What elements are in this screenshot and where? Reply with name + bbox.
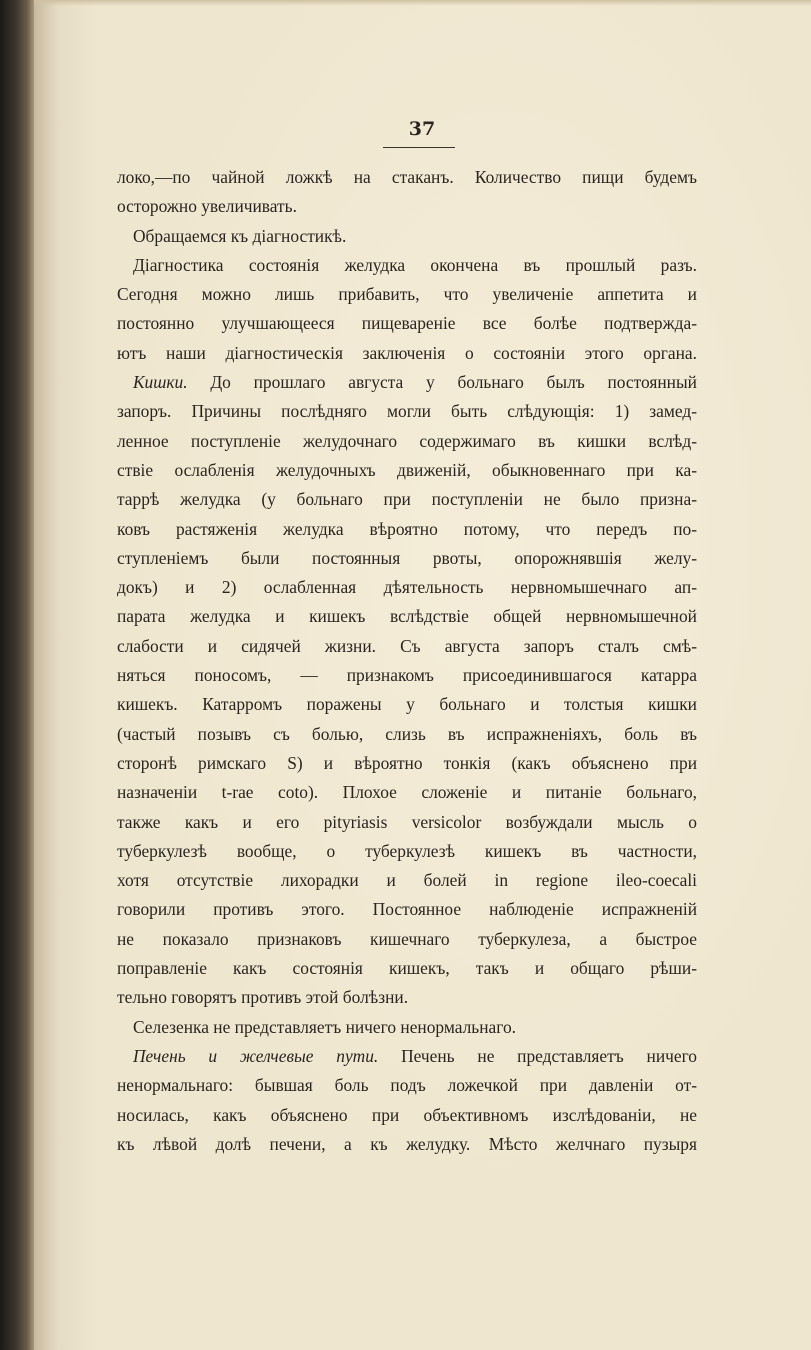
text-line: ступленіемъ были постоянныя рвоты, опорожнявшія желу- [117,547,697,568]
text-line: тельно говорятъ противъ этой болѣзни. [117,987,409,1008]
text-line: (частый позывъ съ болью, слизь въ испражненіяхъ, боль въ [117,723,697,744]
text-line: ненормальнаго: бывшая боль подъ ложечкой при давленіи от- [117,1075,697,1096]
text-line: докъ) и 2) ослабленная дѣятельность нервномышечнаго ап- [117,577,697,598]
paragraph [117,222,697,251]
text-line: къ лѣвой долѣ печени, а къ желудку. Мѣсто желчнаго пузыря [117,1133,697,1154]
text-line: запоръ. Причины послѣдняго могли быть слѣдующія: 1) замед- [117,401,697,422]
paragraph [117,1042,697,1159]
text-line: постоянно улучшающееся пищевареніе все болѣе подтвержда- [117,313,697,334]
text-line: Сегодня можно лишь прибавить, что увеличеніе аппетита и [117,284,697,305]
paragraph [117,368,697,1013]
text-line [117,1042,697,1071]
text-line: туберкулезѣ вообще, о туберкулезѣ кишекъ въ частности, [117,840,697,861]
paragraph [117,163,697,222]
text-line: ковъ растяженія желудка вѣроятно потому, что передъ по- [117,518,697,539]
text-line: локо,—по чайной ложкѣ на стаканъ. Количество пищи будемъ [117,167,697,187]
text-line: осторожно увеличивать. [117,196,297,217]
page-number: 37 [408,118,436,140]
page-number-rule [383,147,455,148]
paragraph [117,1013,697,1042]
text-line: также какъ и его pityriasis versicolor возбуждали мысль о [117,811,697,832]
text-line: ютъ наши діагностическія заключенія о состояніи этого органа. [117,342,697,363]
text-line: Обращаемся къ діагностикѣ. [133,225,347,246]
text-line: Селезенка не представляетъ ничего ненормальнаго. [133,1016,516,1037]
page-top-edge [34,0,811,6]
text-line: таррѣ желудка (у больнаго при поступленіи не было призна- [117,489,697,510]
text-line: поправленіе какъ состоянія кишекъ, такъ и общаго рѣши- [117,958,697,979]
text-line: носилась, какъ объяснено при объективномъ изслѣдованіи, не [117,1104,697,1125]
text-line: кишекъ. Катарромъ поражены у больнаго и толстыя кишки [117,694,697,715]
paragraph [117,251,697,368]
book-binding-edge [0,0,34,1350]
section-lead-liver: Печень и желчевые пути. [133,1045,379,1066]
text-line: ленное поступленіе желудочнаго содержимаго въ кишки вслѣд- [117,430,697,451]
text-line: ствіе ослабленія желудочныхъ движеній, обыкновеннаго при ка- [117,459,697,480]
text-line-rest: До прошлаго августа у больнаго былъ постоянный [210,372,697,393]
body-text [117,163,697,1159]
text-line: сторонѣ римскаго S) и вѣроятно тонкія (какъ объяснено при [117,752,697,773]
text-line: слабости и сидячей жизни. Съ августа запоръ сталъ смѣ- [117,635,697,656]
text-line: хотя отсутствіе лихорадки и болей in regione ileo-coecali [117,870,697,891]
section-lead-intestines: Кишки. [133,372,188,393]
text-line [117,368,697,397]
text-line: назначеніи t-rae coto). Плохое сложеніе и питаніе больнаго, [117,782,697,803]
text-line-rest: Печень не представляетъ ничего [401,1045,697,1066]
text-line: не показало признаковъ кишечнаго туберкулеза, а быстрое [117,928,697,949]
text-line: Діагностика состоянія желудка окончена въ прошлый разъ. [133,254,697,275]
text-line: парата желудка и кишекъ вслѣдствіе общей нервномышечной [117,606,697,627]
text-line: говорили противъ этого. Постоянное наблюденіе испражненій [117,899,697,920]
text-line: няться поносомъ, — признакомъ присоединившагося катарра [117,665,697,686]
